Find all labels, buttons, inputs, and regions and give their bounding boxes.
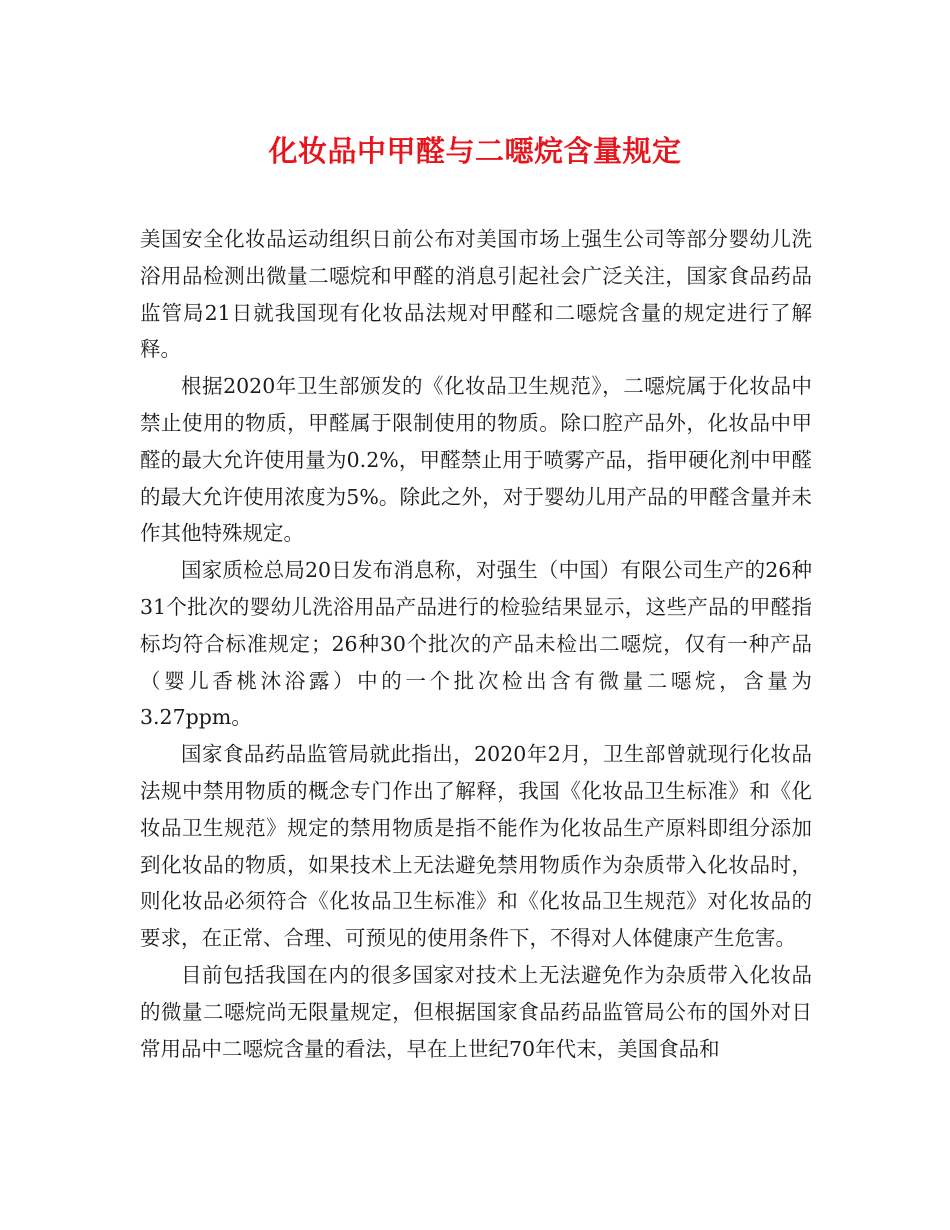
paragraph-1: 美国安全化妆品运动组织日前公布对美国市场上强生公司等部分婴幼儿洗浴用品检测出微量二噁烷和甲醛的消息引起社会广泛关注，国家食品药品监管局21日就我国现有化妆品法规对甲醛和二噁烷含量的规定进行了解释。: [140, 227, 812, 362]
paragraph-2: 根据2020年卫生部颁发的《化妆品卫生规范》，二噁烷属于化妆品中禁止使用的物质，甲醛属于限制使用的物质。除口腔产品外，化妆品中甲醛的最大允许使用量为0.2%，甲醛禁止用于喷雾产品，指甲硬化剂中甲醛的最大允许使用浓度为5%。除此之外，对于婴幼儿用产品的甲醛含量并未作其他特殊规定。: [140, 374, 812, 546]
paragraph-3: 国家质检总局20日发布消息称，对强生（中国）有限公司生产的26种31个批次的婴幼儿洗浴用品产品进行的检验结果显示，这些产品的甲醛指标均符合标准规定；26种30个批次的产品未检出二噁烷，仅有一种产品（婴儿香桃沐浴露）中的一个批次检出含有微量二噁烷，含量为3.27ppm。: [140, 558, 812, 730]
document-body: [140, 221, 812, 1067]
document-title: 化妆品中甲醛与二噁烷含量规定: [268, 134, 682, 168]
paragraph-4: 国家食品药品监管局就此指出，2020年2月，卫生部曾就现行化妆品法规中禁用物质的概念专门作出了解释，我国《化妆品卫生标准》和《化妆品卫生规范》规定的禁用物质是指不能作为化妆品生产原料即组分添加到化妆品的物质，如果技术上无法避免禁用物质作为杂质带入化妆品时，则化妆品必须符合《化妆品卫生标准》和《化妆品卫生规范》对化妆品的要求，在正常、合理、可预见的使用条件下，不得对人体健康产生危害。: [140, 742, 812, 951]
paragraph-5: 目前包括我国在内的很多国家对技术上无法避免作为杂质带入化妆品的微量二噁烷尚无限量规定，但根据国家食品药品监管局公布的国外对日常用品中二噁烷含量的看法，早在上世纪70年代末，美国食品和: [140, 962, 812, 1061]
